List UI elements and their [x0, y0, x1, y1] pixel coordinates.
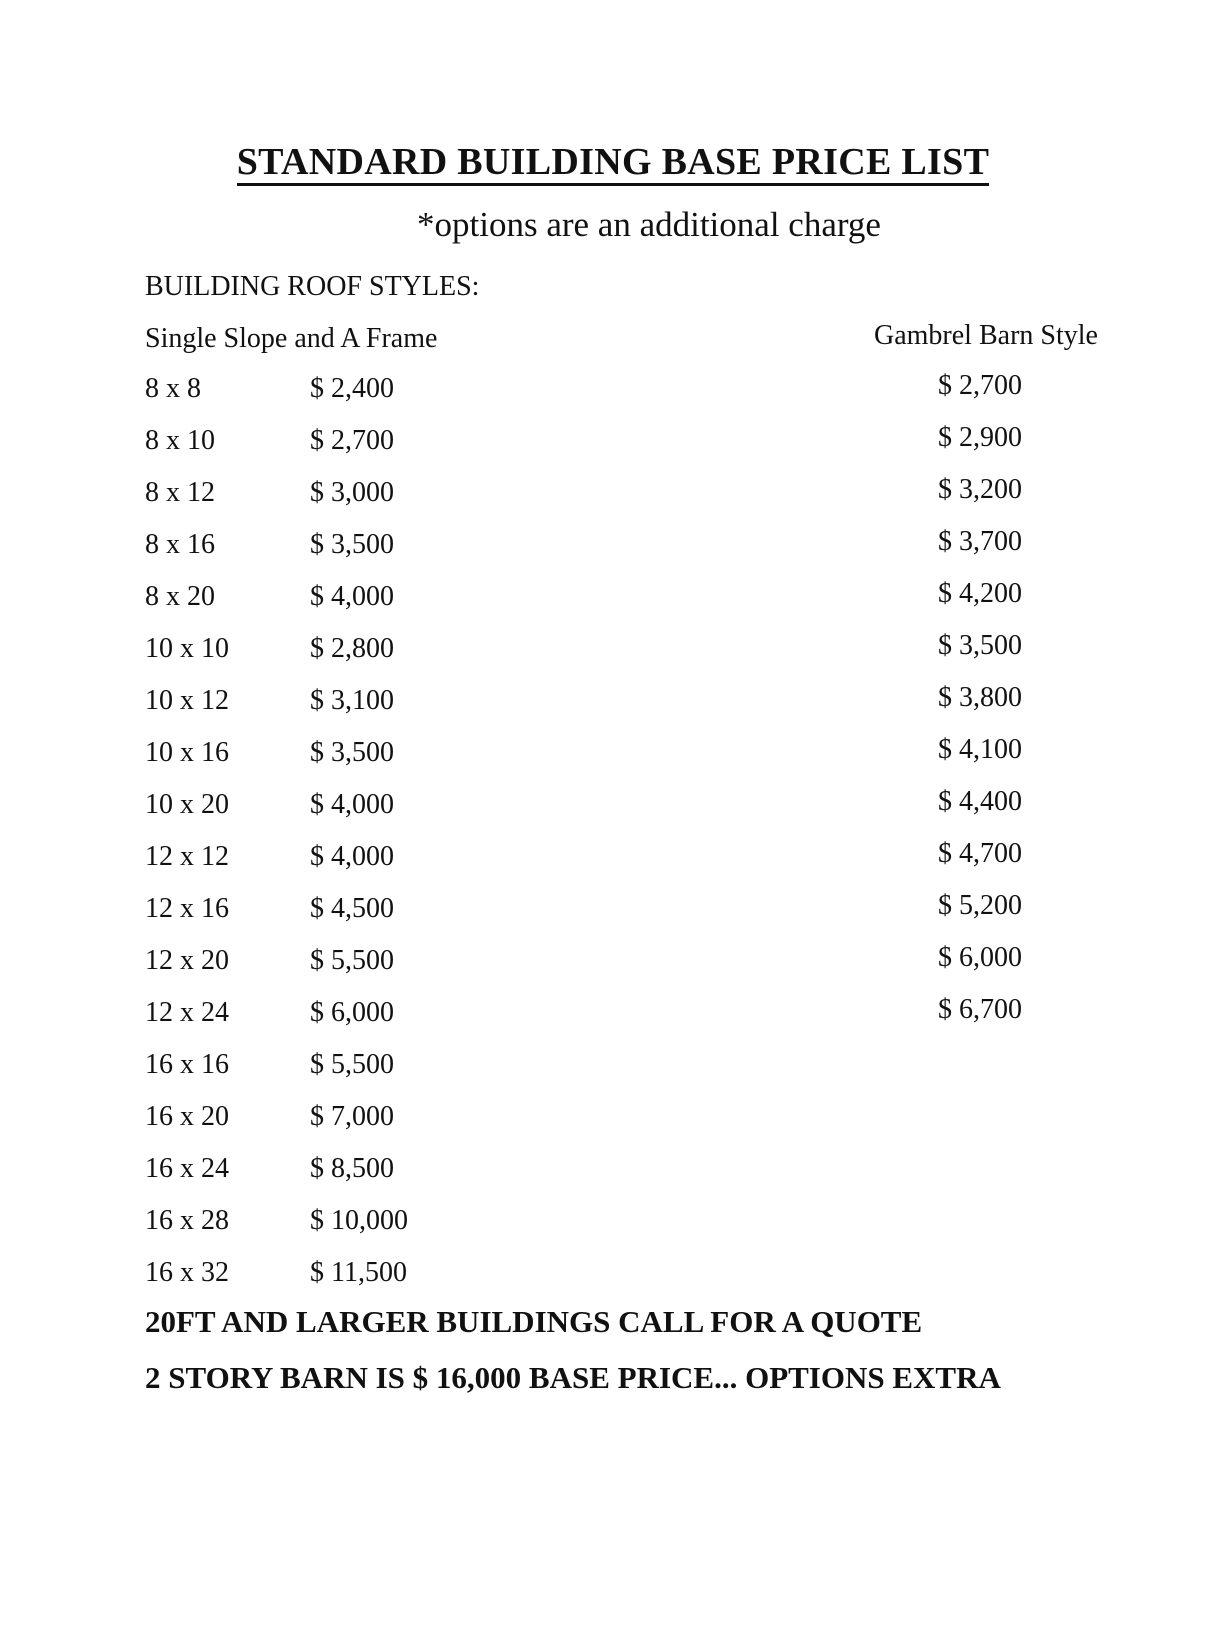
gambrel-price-cell: $ 4,100 [938, 734, 1022, 765]
gambrel-price-cell: $ 5,200 [938, 890, 1022, 921]
size-cell: 12 x 24 [145, 997, 229, 1028]
price-cell: $ 8,500 [310, 1153, 394, 1184]
price-cell: $ 5,500 [310, 1049, 394, 1080]
gambrel-price-cell: $ 3,800 [938, 682, 1022, 713]
price-cell: $ 4,000 [310, 789, 394, 820]
table-row [145, 1049, 1145, 1101]
gambrel-price-cell: $ 3,700 [938, 526, 1022, 557]
options-note: *options are an additional charge [417, 205, 881, 244]
price-cell: $ 4,000 [310, 841, 394, 872]
size-cell: 16 x 16 [145, 1049, 229, 1080]
table-row [145, 526, 1145, 581]
size-cell: 16 x 32 [145, 1257, 229, 1288]
large-building-quote-note: 20FT AND LARGER BUILDINGS CALL FOR A QUOTE [145, 1304, 923, 1339]
price-cell: $ 2,700 [310, 425, 394, 456]
price-cell: $ 7,000 [310, 1101, 394, 1132]
size-cell: 10 x 12 [145, 685, 229, 716]
roof-styles-heading: BUILDING ROOF STYLES: [145, 271, 480, 302]
size-cell: 8 x 20 [145, 581, 215, 612]
size-cell: 12 x 16 [145, 893, 229, 924]
column-header-single-slope: Single Slope and A Frame [145, 323, 438, 354]
gambrel-price-cell: $ 2,700 [938, 370, 1022, 401]
table-row [145, 1153, 1145, 1205]
gambrel-price-cell: $ 4,700 [938, 838, 1022, 869]
table-row [145, 578, 1145, 633]
price-cell: $ 2,400 [310, 373, 394, 404]
price-cell: $ 4,000 [310, 581, 394, 612]
price-cell: $ 4,500 [310, 893, 394, 924]
price-cell: $ 6,000 [310, 997, 394, 1028]
size-cell: 8 x 12 [145, 477, 215, 508]
gambrel-price-cell: $ 3,200 [938, 474, 1022, 505]
table-row [145, 370, 1145, 425]
price-cell: $ 10,000 [310, 1205, 408, 1236]
table-row [145, 838, 1145, 893]
table-row [145, 786, 1145, 841]
price-cell: $ 3,000 [310, 477, 394, 508]
price-cell: $ 3,500 [310, 529, 394, 560]
price-cell: $ 3,500 [310, 737, 394, 768]
table-row [145, 890, 1145, 945]
size-cell: 10 x 10 [145, 633, 229, 664]
table-row [145, 994, 1145, 1049]
column-header-gambrel: Gambrel Barn Style [874, 320, 1098, 351]
size-cell: 16 x 28 [145, 1205, 229, 1236]
gambrel-price-cell: $ 2,900 [938, 422, 1022, 453]
size-cell: 12 x 20 [145, 945, 229, 976]
price-cell: $ 2,800 [310, 633, 394, 664]
price-table [145, 370, 1145, 1309]
gambrel-price-cell: $ 6,700 [938, 994, 1022, 1025]
two-story-barn-note: 2 STORY BARN IS $ 16,000 BASE PRICE... OPTIONS EXTRA [145, 1360, 1001, 1395]
price-cell: $ 5,500 [310, 945, 394, 976]
gambrel-price-cell: $ 6,000 [938, 942, 1022, 973]
size-cell: 8 x 8 [145, 373, 201, 404]
gambrel-price-cell: $ 4,200 [938, 578, 1022, 609]
gambrel-price-cell: $ 4,400 [938, 786, 1022, 817]
table-row [145, 942, 1145, 997]
gambrel-price-cell: $ 3,500 [938, 630, 1022, 661]
page-title [0, 140, 1226, 184]
size-cell: 12 x 12 [145, 841, 229, 872]
table-row [145, 474, 1145, 529]
size-cell: 16 x 24 [145, 1153, 229, 1184]
table-row [145, 422, 1145, 477]
size-cell: 8 x 16 [145, 529, 215, 560]
table-row [145, 682, 1145, 737]
table-row [145, 1101, 1145, 1153]
table-row [145, 734, 1145, 789]
size-cell: 10 x 16 [145, 737, 229, 768]
size-cell: 10 x 20 [145, 789, 229, 820]
size-cell: 16 x 20 [145, 1101, 229, 1132]
price-cell: $ 11,500 [310, 1257, 407, 1288]
table-row [145, 630, 1145, 685]
table-row [145, 1205, 1145, 1257]
size-cell: 8 x 10 [145, 425, 215, 456]
page-title-text: STANDARD BUILDING BASE PRICE LIST [237, 141, 989, 186]
table-row [145, 1257, 1145, 1309]
price-cell: $ 3,100 [310, 685, 394, 716]
